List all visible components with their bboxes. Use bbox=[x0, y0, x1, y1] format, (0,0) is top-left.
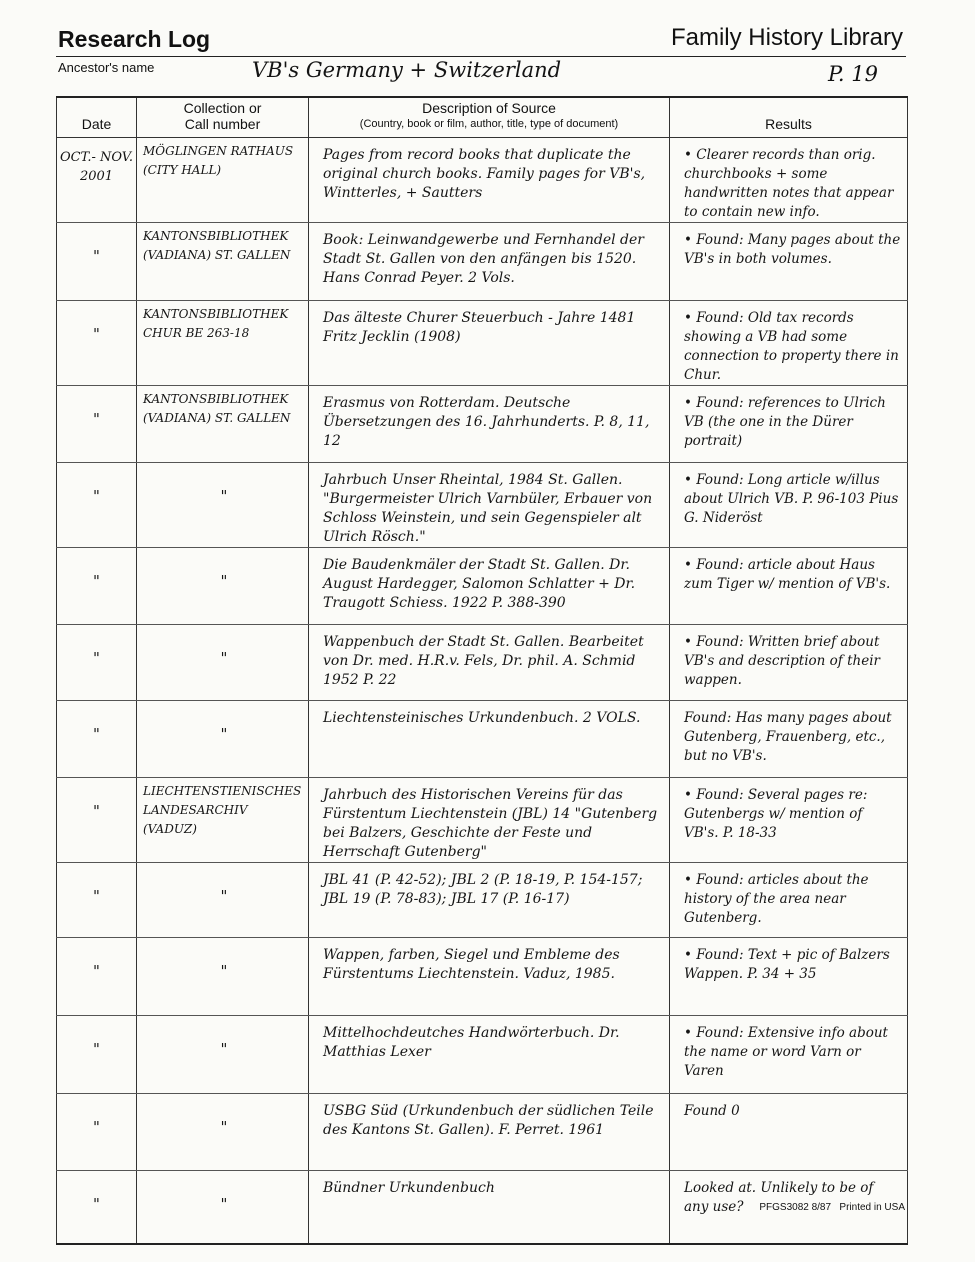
result-cell: • Clearer records than orig. churchbooks + some handwritten notes that appear to contain new info. bbox=[670, 138, 908, 223]
call-number-cell: " bbox=[137, 1094, 309, 1171]
result-cell: Found 0 bbox=[670, 1094, 908, 1171]
description-cell: Liechtensteinisches Urkundenbuch. 2 VOLS. bbox=[309, 701, 670, 778]
ancestor-name: VB's Germany + Switzerland bbox=[252, 58, 562, 82]
result-cell: • Found: Many pages about the VB's in both volumes. bbox=[670, 223, 908, 301]
date-cell: " bbox=[57, 1016, 137, 1094]
ancestor-label: Ancestor's name bbox=[58, 60, 155, 75]
call-number-cell: " bbox=[137, 548, 309, 625]
header-rule bbox=[56, 56, 906, 57]
page-number: P. 19 bbox=[828, 62, 878, 86]
call-number-cell: LIECHTENSTIENISCHES LANDESARCHIV (VADUZ) bbox=[137, 778, 309, 863]
result-cell: • Found: Long article w/illus about Ulrich VB. P. 96-103 Pius G. Nideröst bbox=[670, 463, 908, 548]
description-cell: Das älteste Churer Steuerbuch - Jahre 1481 Fritz Jecklin (1908) bbox=[309, 301, 670, 386]
description-cell: Mittelhochdeutches Handwörterbuch. Dr. Matthias Lexer bbox=[309, 1016, 670, 1094]
log-row bbox=[57, 463, 908, 548]
result-cell: • Found: article about Haus zum Tiger w/ mention of VB's. bbox=[670, 548, 908, 625]
log-row bbox=[57, 223, 908, 301]
log-row bbox=[57, 301, 908, 386]
log-row bbox=[57, 701, 908, 778]
description-cell: Wappenbuch der Stadt St. Gallen. Bearbeitet von Dr. med. H.R.v. Fels, Dr. phil. A. Schmid 1952 P. 22 bbox=[309, 625, 670, 701]
description-cell: USBG Süd (Urkundenbuch der südlichen Teile des Kantons St. Gallen). F. Perret. 1961 bbox=[309, 1094, 670, 1171]
result-cell: • Found: articles about the history of the area near Gutenberg. bbox=[670, 863, 908, 938]
date-cell: " bbox=[57, 625, 137, 701]
log-row bbox=[57, 1094, 908, 1171]
results-column-header: Results bbox=[670, 97, 908, 138]
description-cell: JBL 41 (P. 42-52); JBL 2 (P. 18-19, P. 154-157; JBL 19 (P. 78-83); JBL 17 (P. 16-17) bbox=[309, 863, 670, 938]
call-number-cell: KANTONSBIBLIOTHEK CHUR BE 263-18 bbox=[137, 301, 309, 386]
log-row bbox=[57, 386, 908, 463]
form-code: PFGS3082 8/87 bbox=[759, 1202, 832, 1213]
date-cell: " bbox=[57, 548, 137, 625]
call-number-cell: " bbox=[137, 701, 309, 778]
library-name: Family History Library bbox=[670, 24, 903, 51]
description-cell: Book: Leinwandgewerbe und Fernhandel der Stadt St. Gallen von den anfängen bis 1520. Hans Conrad Peyer. 2 Vols. bbox=[309, 223, 670, 301]
date-cell: " bbox=[57, 301, 137, 386]
log-row bbox=[57, 625, 908, 701]
call-number-cell: KANTONSBIBLIOTHEK (VADIANA) ST. GALLEN bbox=[137, 386, 309, 463]
call-header-line1: Collection or bbox=[183, 100, 262, 116]
call-number-cell: MÖGLINGEN RATHAUS (CITY HALL) bbox=[137, 138, 309, 223]
date-cell: " bbox=[57, 463, 137, 548]
date-cell: " bbox=[57, 863, 137, 938]
date-cell: " bbox=[57, 386, 137, 463]
printed-in: Printed in USA bbox=[839, 1202, 905, 1213]
description-header-subtitle: (Country, book or film, author, title, type of document) bbox=[359, 118, 619, 130]
description-cell: Bündner Urkundenbuch bbox=[309, 1171, 670, 1244]
log-row bbox=[57, 548, 908, 625]
result-cell: Looked at. Unlikely to be of any use? bbox=[670, 1171, 908, 1244]
call-number-cell: KANTONSBIBLIOTHEK (VADIANA) ST. GALLEN bbox=[137, 223, 309, 301]
description-cell: Erasmus von Rotterdam. Deutsche Übersetzungen des 16. Jahrhunderts. P. 8, 11, 12 bbox=[309, 386, 670, 463]
description-cell: Die Baudenkmäler der Stadt St. Gallen. Dr. August Hardegger, Salomon Schlatter + Dr. Traugott Schiess. 1922 P. 388-390 bbox=[309, 548, 670, 625]
research-log-table bbox=[56, 96, 908, 1245]
description-header-title: Description of Source bbox=[422, 100, 556, 116]
call-header-line2: Call number bbox=[184, 116, 261, 132]
date-cell: " bbox=[57, 223, 137, 301]
log-row bbox=[57, 938, 908, 1016]
call-number-cell: " bbox=[137, 625, 309, 701]
call-number-cell: " bbox=[137, 938, 309, 1016]
result-cell: • Found: Written brief about VB's and description of their wappen. bbox=[670, 625, 908, 701]
date-column-header: Date bbox=[57, 97, 137, 138]
result-cell: • Found: Extensive info about the name or word Varn or Varen bbox=[670, 1016, 908, 1094]
result-cell: • Found: Text + pic of Balzers Wappen. P. 34 + 35 bbox=[670, 938, 908, 1016]
date-cell: " bbox=[57, 701, 137, 778]
date-cell: " bbox=[57, 938, 137, 1016]
date-cell: " bbox=[57, 1171, 137, 1244]
description-cell: Jahrbuch Unser Rheintal, 1984 St. Gallen. "Burgermeister Ulrich Varnbüler, Erbauer von Schloss Weinstein, und sein Gegenspieler alt Ulrich Rösch." bbox=[309, 463, 670, 548]
log-row bbox=[57, 778, 908, 863]
call-number-cell: " bbox=[137, 463, 309, 548]
result-cell: • Found: Several pages re: Gutenbergs w/ mention of VB's. P. 18-33 bbox=[670, 778, 908, 863]
description-cell: Wappen, farben, Siegel und Embleme des Fürstentums Liechtenstein. Vaduz, 1985. bbox=[309, 938, 670, 1016]
call-number-cell: " bbox=[137, 1171, 309, 1244]
call-number-cell: " bbox=[137, 863, 309, 938]
date-cell: " bbox=[57, 778, 137, 863]
date-cell: OCT.- NOV. 2001 bbox=[57, 138, 137, 223]
form-footer bbox=[759, 1202, 905, 1213]
date-cell: " bbox=[57, 1094, 137, 1171]
log-row bbox=[57, 863, 908, 938]
log-row bbox=[57, 138, 908, 223]
description-column-header bbox=[309, 97, 670, 138]
description-cell: Jahrbuch des Historischen Vereins für das Fürstentum Liechtenstein (JBL) 14 "Gutenberg bei Balzers, Geschichte der Feste und Herrschaft Gutenberg" bbox=[309, 778, 670, 863]
call-number-cell: " bbox=[137, 1016, 309, 1094]
call-number-column-header bbox=[137, 97, 309, 138]
description-cell: Pages from record books that duplicate the original church books. Family pages for VB's, Wintterles, + Sautters bbox=[309, 138, 670, 223]
result-cell: Found: Has many pages about Gutenberg, Frauenberg, etc., but no VB's. bbox=[670, 701, 908, 778]
result-cell: • Found: references to Ulrich VB (the one in the Dürer portrait) bbox=[670, 386, 908, 463]
form-title: Research Log bbox=[58, 26, 211, 52]
log-row bbox=[57, 1016, 908, 1094]
result-cell: • Found: Old tax records showing a VB had some connection to property there in Chur. bbox=[670, 301, 908, 386]
